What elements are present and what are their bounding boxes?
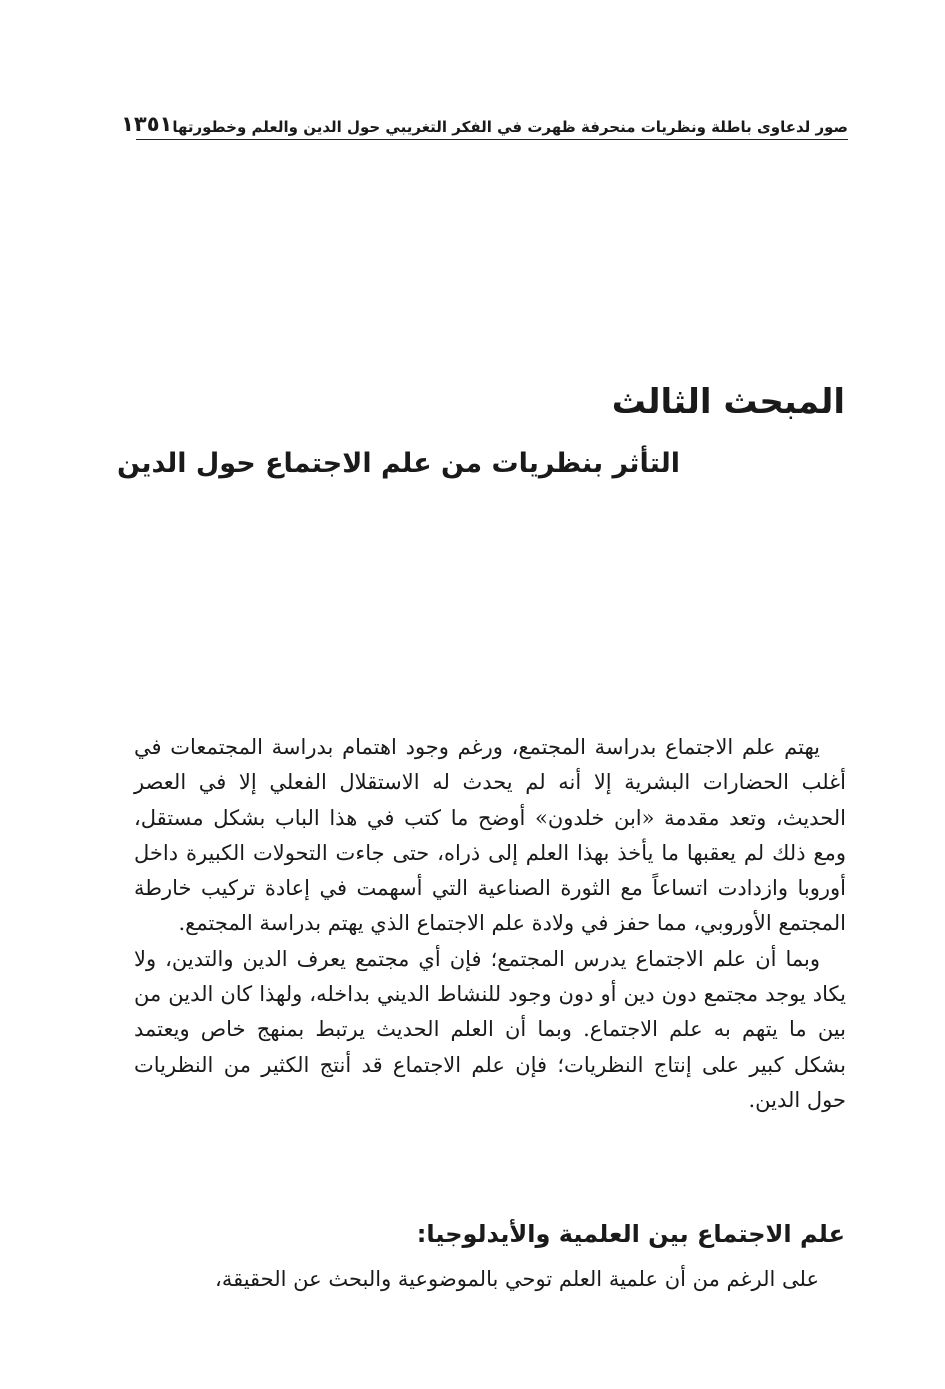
section-subtitle: التأثر بنظريات من علم الاجتماع حول الدين	[117, 448, 680, 479]
subsection-heading: علم الاجتماع بين العلمية والأيدلوجيا:	[416, 1220, 845, 1248]
paragraph-2: وبما أن علم الاجتماع يدرس المجتمع؛ فإن أي مجتمع يعرف الدين والتدين، ولا يكاد يوجد مجتمع دون دين أو دون وجود للنشاط الديني بداخله، ولهذا كان الدين من بين ما يتهم به علم الاجتماع. وبما أن العلم الحديث يرتبط بمنهج خاص ويعتمد بشكل كبير على إنتاج النظريات؛ فإن علم الاجتماع قد أنتج الكثير من النظريات حول الدين.	[134, 946, 846, 1112]
subsection-first-line: على الرغم من أن علمية العلم توحي بالموضوعية والبحث عن الحقيقة،	[215, 1267, 819, 1291]
page-number: ١٣٥١	[121, 112, 173, 136]
body-text	[134, 730, 846, 1118]
paragraph-1: يهتم علم الاجتماع بدراسة المجتمع، ورغم وجود اهتمام بدراسة المجتمعات في أغلب الحضارات البشرية إلا أنه لم يحدث له الاستقلال الفعلي إلا في العصر الحديث، وتعد مقدمة «ابن خلدون» أوضح ما كتب في هذا الباب بشكل مستقل، ومع ذلك لم يعقبها ما يأخذ بهذا العلم إلى ذراه، حتى جاءت التحولات الكبيرة داخل أوروبا وازدادت اتساعاً مع الثورة الصناعية التي أسهمت في إعادة تركيب خارطة المجتمع الأوروبي، مما حفز في ولادة علم الاجتماع الذي يهتم بدراسة المجتمع.	[134, 735, 846, 936]
section-heading: المبحث الثالث	[611, 382, 845, 422]
running-header	[121, 96, 848, 136]
running-title: صور لدعاوى باطلة ونظريات منحرفة ظهرت في الفكر التغريبي حول الدين والعلم وخطورتها	[172, 118, 848, 136]
header-rule	[136, 139, 848, 140]
